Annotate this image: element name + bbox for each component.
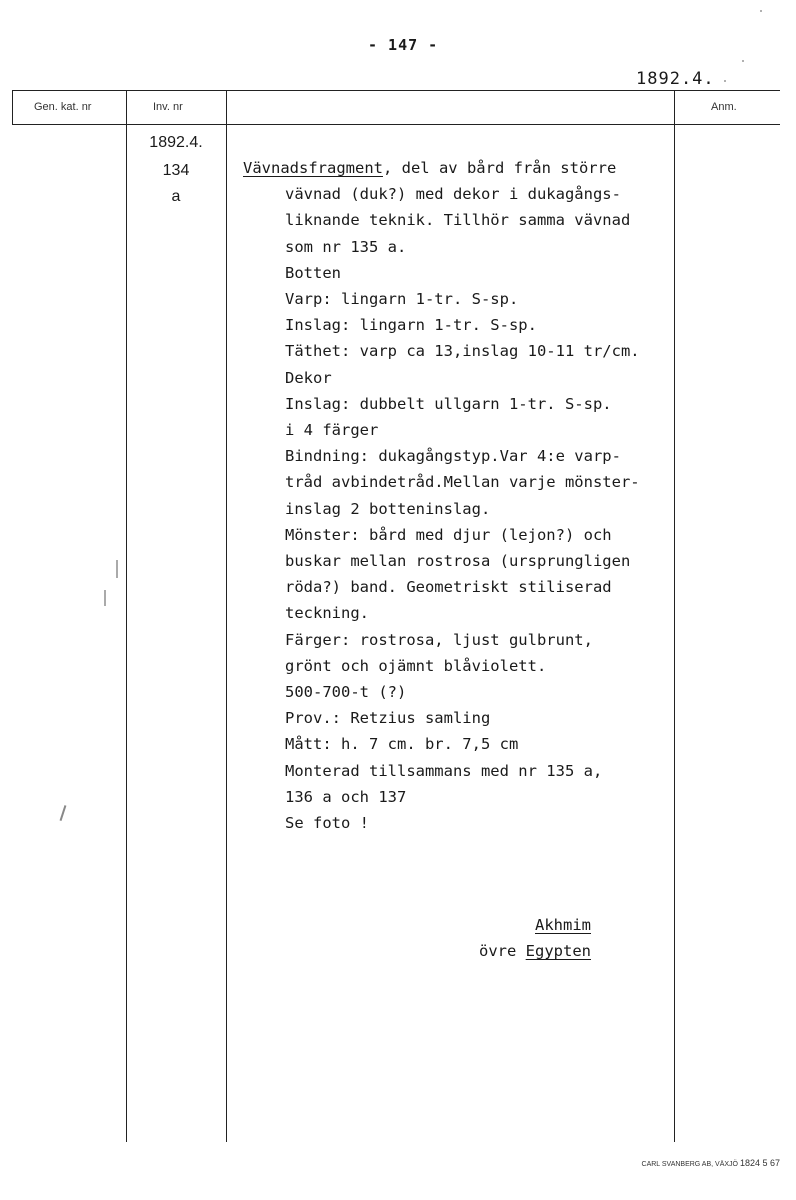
description-line: Monterad tillsammans med nr 135 a,: [285, 761, 603, 780]
printer-name: CARL SVANBERG AB, VÄXJÖ: [641, 1161, 738, 1168]
scan-speck: [60, 805, 66, 821]
page-number: - 147 -: [368, 36, 439, 54]
description-line: i 4 färger: [285, 421, 379, 440]
column-divider-gen-kat: [126, 90, 127, 1142]
header-top-rule: [12, 90, 780, 91]
description-line: grönt och ojämnt blåviolett.: [285, 656, 547, 675]
location-region-line: [479, 938, 591, 964]
description-line: inslag 2 botteninslag.: [285, 499, 491, 518]
inv-year-group: 1892.4.: [149, 134, 203, 151]
scan-speck: [104, 590, 106, 606]
scan-speck: [742, 60, 744, 62]
description-line: Inslag: lingarn 1-tr. S-sp.: [285, 316, 537, 335]
description-line: liknande teknik. Tillhör samma vävnad: [285, 211, 631, 230]
description-line: vävnad (duk?) med dekor i dukagångs-: [285, 185, 621, 204]
inv-number: 134: [162, 162, 190, 179]
description-line: teckning.: [285, 604, 369, 623]
description-line: Täthet: varp ca 13,inslag 10-11 tr/cm.: [285, 342, 640, 361]
location-region: Egypten: [525, 942, 591, 960]
scan-speck: [760, 10, 762, 12]
column-header-gen-kat-nr: Gen. kat. nr: [34, 101, 92, 113]
form-code: 1824 5 67: [739, 1158, 780, 1168]
first-line-rest: , del av bård från större: [382, 159, 617, 177]
description-line: Mått: h. 7 cm. br. 7,5 cm: [285, 735, 519, 754]
description-line: Varp: lingarn 1-tr. S-sp.: [285, 290, 519, 309]
entry-description: [243, 155, 640, 836]
entry-title: Vävnadsfragment: [243, 159, 383, 177]
column-header-inv-nr: Inv. nr: [153, 101, 183, 113]
location-place: Akhmim: [535, 916, 591, 934]
accession-group-header: 1892.4.: [636, 69, 715, 89]
description-line: Prov.: Retzius samling: [285, 709, 491, 728]
column-divider-anm: [674, 90, 675, 1142]
description-line: tråd avbindetråd.Mellan varje mönster-: [285, 473, 640, 492]
scan-speck: [724, 80, 726, 82]
printer-imprint: [642, 1158, 780, 1168]
location-region-prefix: övre: [479, 942, 526, 960]
description-first-line: [243, 155, 640, 181]
description-line: 500-700-t (?): [285, 683, 407, 702]
column-divider-inv: [226, 90, 227, 1142]
description-line: Se foto !: [285, 814, 369, 833]
header-bottom-rule: [12, 124, 780, 125]
column-header-anm: Anm.: [711, 101, 737, 113]
description-line: buskar mellan rostrosa (ursprungligen: [285, 552, 631, 571]
location-place-line: [535, 912, 591, 938]
description-line: Färger: rostrosa, ljust gulbrunt,: [285, 630, 593, 649]
description-line: som nr 135 a.: [285, 237, 407, 256]
description-line: röda?) band. Geometriskt stiliserad: [285, 578, 612, 597]
description-line: Inslag: dubbelt ullgarn 1-tr. S-sp.: [285, 394, 612, 413]
description-line: Mönster: bård med djur (lejon?) och: [285, 525, 612, 544]
description-line: Bindning: dukagångstyp.Var 4:e varp-: [285, 447, 621, 466]
description-line: Dekor: [285, 368, 332, 387]
description-line: 136 a och 137: [285, 787, 407, 806]
left-border: [12, 90, 13, 124]
scan-speck: [116, 560, 118, 578]
description-line: Botten: [285, 263, 341, 282]
inv-suffix: a: [171, 188, 181, 205]
